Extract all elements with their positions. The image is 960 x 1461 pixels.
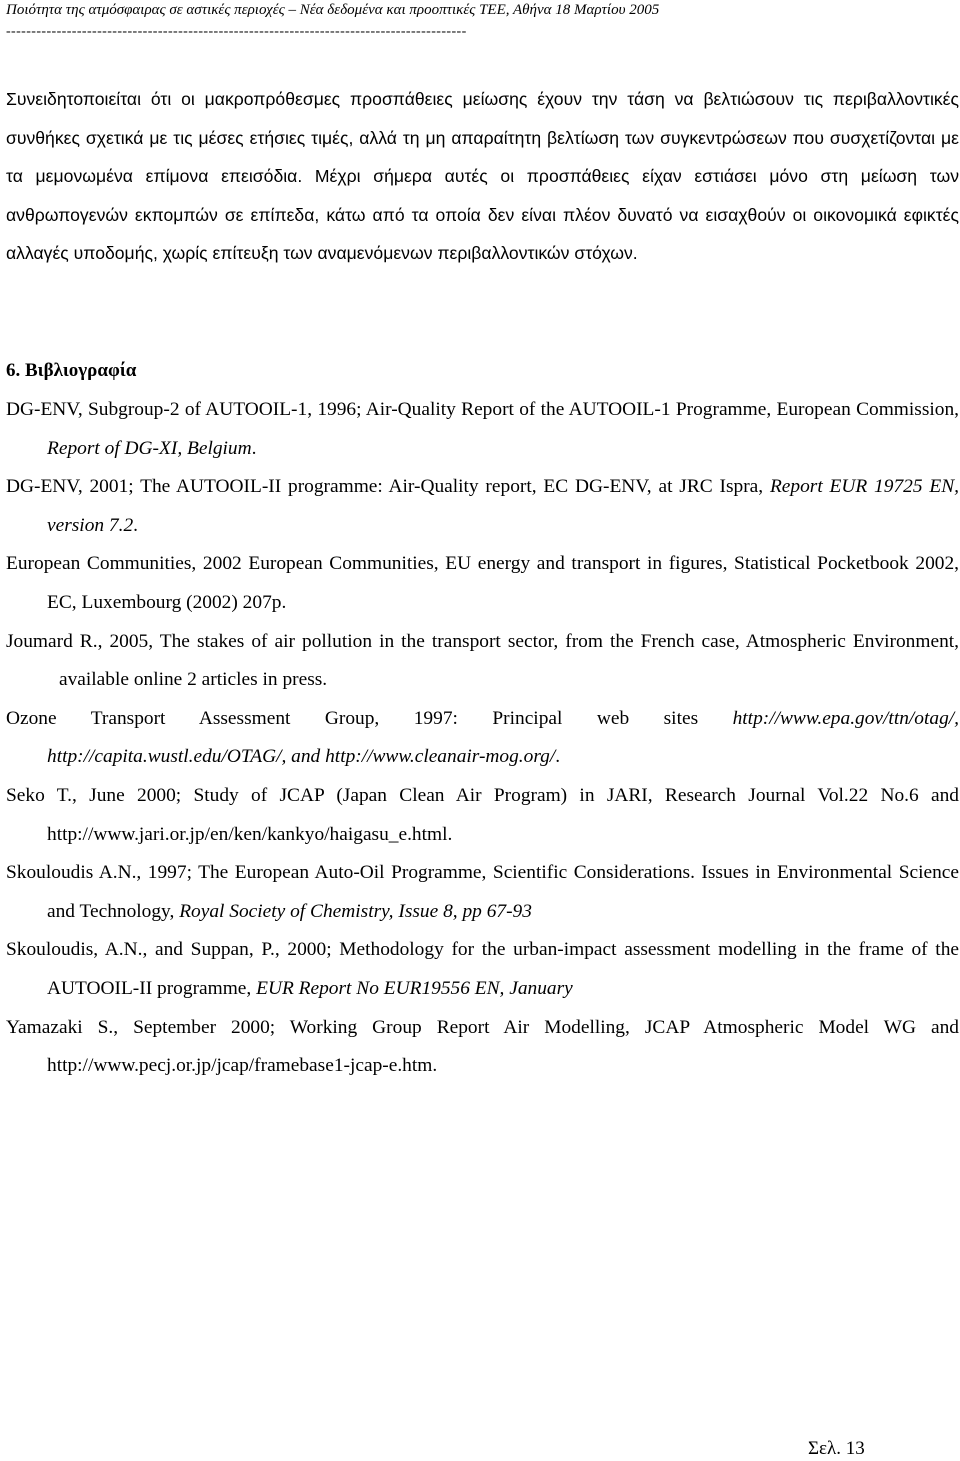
reference-item xyxy=(6,931,959,1008)
page-number: Σελ. 13 xyxy=(808,1438,865,1459)
reference-tail: . xyxy=(251,437,257,459)
reference-list xyxy=(6,391,959,1086)
running-header: Ποιότητα της ατμόσφαιρας σε αστικές περιοχές – Νέα δεδομένα και προοπτικές ΤΕΕ, Αθήνα 18 Μαρτίου 2005 xyxy=(6,2,660,18)
reference-italic: EUR Report No EUR19556 EN, January xyxy=(256,977,573,999)
reference-italic: Report of DG-XI, Belgium xyxy=(47,437,252,459)
reference-text: European Communities, 2002 European Communities, EU energy and transport in figures, Statistical Pocketbook 2002, EC, Luxembourg (2002) 207p. xyxy=(6,553,959,613)
reference-item xyxy=(6,777,959,854)
reference-item xyxy=(6,700,959,777)
reference-item xyxy=(6,623,959,700)
reference-tail: . xyxy=(555,746,561,768)
reference-text: Joumard R., 2005, The stakes of air pollution in the transport sector, from the French case, Atmospheric Environment, available online 2 articles in press. xyxy=(6,630,959,691)
reference-italic: Report EUR 19725 EN, version 7.2 xyxy=(47,476,959,536)
section-title: 6. Βιβλιογραφία xyxy=(6,360,137,381)
reference-item xyxy=(6,391,959,468)
reference-text: Yamazaki S., September 2000; Working Group Report Air Modelling, JCAP Atmospheric Model WG and http://www.pecj.or.jp/jcap/framebase1-jcap-e.htm. xyxy=(6,1016,959,1077)
body-paragraph: Συνειδητοποιείται ότι οι μακροπρόθεσμες προσπάθειες μείωσης έχουν την τάση να βελτιώσουν τις περιβαλλοντικές συνθήκες σχετικά με τις μέσες ετήσιες τιμές, αλλά τη μη απαραίτητη βελτίωση των συγκεντρώσεων που συσχετίζονται με τα μεμονωμένα επίμονα επεισόδια. Μέχρι σήμερα αυτές οι προσπάθειες είχαν εστιάσει μόνο στη μείωση των ανθρωπογενών εκπομπών σε επίπεδα, κάτω από τα οποία δεν είναι πλέον δυνατό να εισαχθούν οι οικονομικά εφικτές αλλαγές υποδομής, χωρίς επίτευξη των αναμενόμενων περιβαλλοντικών στόχων. xyxy=(6,89,959,264)
reference-text: DG-ENV, 2001; The AUTOOIL-II programme: Air-Quality report, EC DG-ENV, at JRC Ispra, xyxy=(6,476,770,498)
reference-text: Ozone Transport Assessment Group, 1997: Principal web sites xyxy=(6,707,733,729)
reference-tail: . xyxy=(133,514,139,536)
reference-item xyxy=(6,545,959,622)
reference-italic: http://www.epa.gov/ttn/otag/, http://capita.wustl.edu/OTAG/, and http://www.cleanair-mog.org/ xyxy=(47,707,959,768)
reference-item xyxy=(6,854,959,931)
reference-text: Skouloudis A.N., 1997; The European Auto-Oil Programme, Scientific Considerations. Issues in Environmental Science and Technology, xyxy=(6,862,959,922)
reference-item xyxy=(6,468,959,545)
header-rule: ------------------------------------------------------------------------------------------- xyxy=(6,24,467,39)
reference-text: DG-ENV, Subgroup-2 of AUTOOIL-1, 1996; Air-Quality Report of the AUTOOIL-1 Programme, European Commission, xyxy=(6,399,959,420)
reference-item xyxy=(6,1009,959,1086)
reference-text: Skouloudis, A.N., and Suppan, P., 2000; Methodology for the urban-impact assessment modelling in the frame of the AUTOOIL-II programme, xyxy=(6,939,959,999)
reference-text: Seko T., June 2000; Study of JCAP (Japan Clean Air Program) in JARI, Research Journal Vol.22 No.6 and http://www.jari.or.jp/en/ken/kankyo/haigasu_e.html. xyxy=(6,784,959,845)
reference-italic: Royal Society of Chemistry, Issue 8, pp 67-93 xyxy=(179,900,532,922)
